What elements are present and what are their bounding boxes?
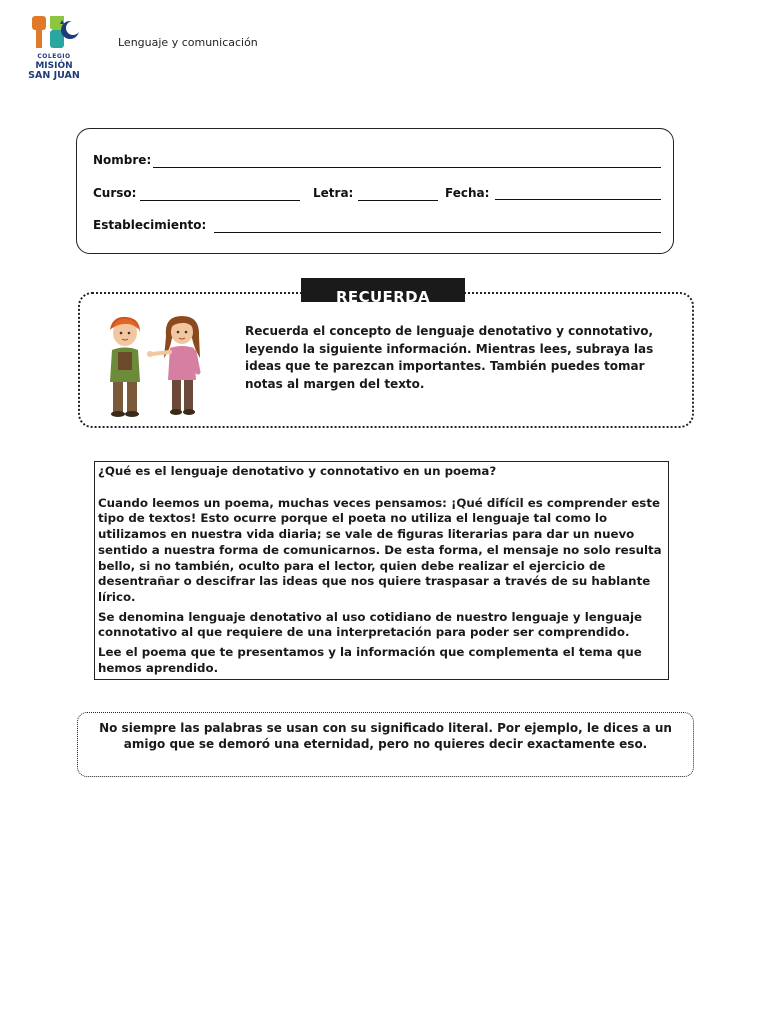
letter-field[interactable] xyxy=(358,200,438,201)
reading-paragraph-1: Cuando leemos un poema, muchas veces pensamos: ¡Qué difícil es comprender este tipo de textos! Esto ocurre porque el poeta no utiliza el lenguaje tal como lo utilizamos en nuestra vida diaria; se vale de figuras literarias para dar un nuevo sentido a nuestra forma de comunicarnos. De esta forma, el mensaje no solo resulta bello, si no también, oculto para el lector, quien debe realizar el ejercicio de desentrañar o descifrar las ideas que nos quiere traspasar a través de su hablante lírico. xyxy=(98,495,662,604)
letter-label: Letra: xyxy=(313,186,354,200)
reading-box xyxy=(94,461,669,680)
date-field[interactable] xyxy=(495,199,661,200)
boy-figure xyxy=(110,317,140,417)
logo-text-san-juan: SAN JUAN xyxy=(28,70,80,81)
note-box xyxy=(77,712,694,777)
date-label: Fecha: xyxy=(445,186,490,200)
student-info-box xyxy=(76,128,674,254)
children-illustration xyxy=(104,312,210,418)
reading-paragraph-2: Se denomina lenguaje denotativo al uso cotidiano de nuestro lenguaje y lenguaje connotativo al que requiere de una interpretación para poder ser comprendido. xyxy=(98,609,642,640)
note-text: No siempre las palabras se usan con su significado literal. Por ejemplo, le dices a un amigo que se demoró una eternidad, pero no quieres decir exactamente eso. xyxy=(99,721,672,751)
logo-text-mision: MISIÓN xyxy=(35,61,73,71)
course-label: Curso: xyxy=(93,186,137,200)
school-logo xyxy=(20,10,108,88)
reading-question: ¿Qué es el lenguaje denotativo y connotativo en un poema? xyxy=(98,464,497,478)
school-field[interactable] xyxy=(214,232,661,233)
recuerda-title: RECUERDA xyxy=(301,278,465,302)
recuerda-instructions: Recuerda el concepto de lenguaje denotativo y connotativo, leyendo la siguiente información. Mientras lees, subraya las ideas que te parezcan importantes. También puedes tomar notas al margen del texto. xyxy=(245,324,654,391)
girl-figure xyxy=(147,316,200,415)
subject-title: Lenguaje y comunicación xyxy=(118,36,258,49)
course-field[interactable] xyxy=(140,200,300,201)
reading-paragraph-3: Lee el poema que te presentamos y la información que complementa el tema que hemos aprendido. xyxy=(98,645,642,675)
name-label: Nombre: xyxy=(93,153,152,167)
school-label: Establecimiento: xyxy=(93,218,207,232)
name-field[interactable] xyxy=(153,167,661,168)
logo-emblem xyxy=(20,10,86,54)
logo-text-colegio: COLEGIO xyxy=(37,53,71,60)
